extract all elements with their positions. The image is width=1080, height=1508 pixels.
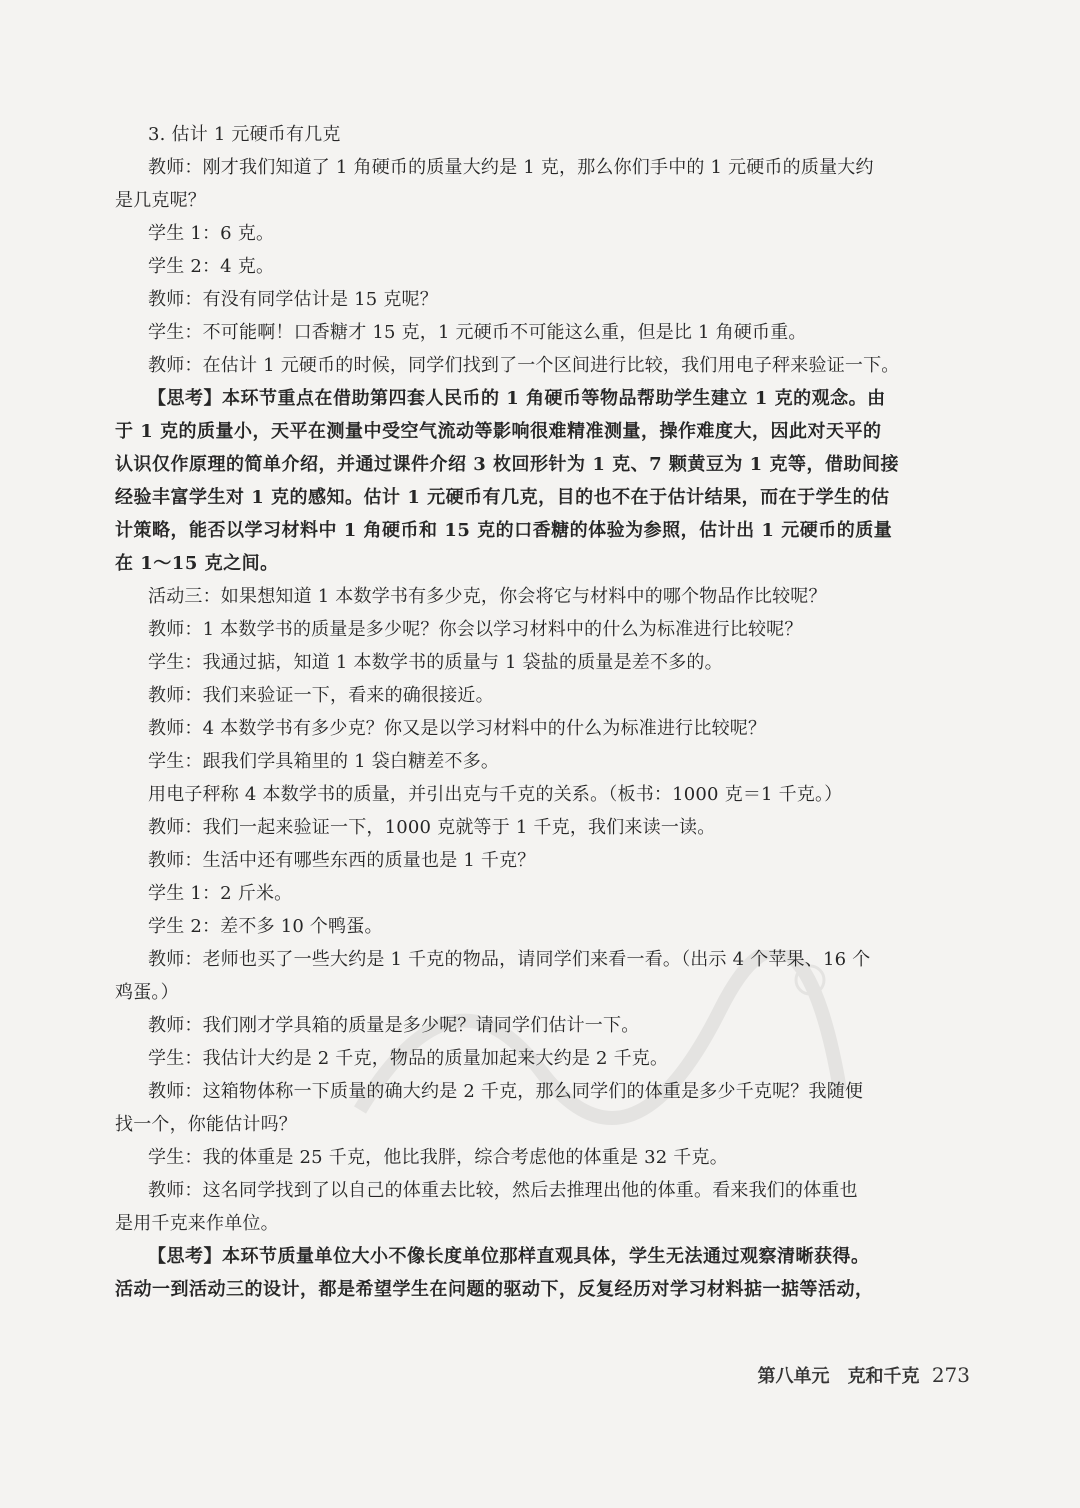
text-line: 活动三：如果想知道 1 本数学书有多少克，你会将它与材料中的哪个物品作比较呢？: [148, 586, 827, 607]
text-line: 是用千克来作单位。: [115, 1213, 279, 1234]
text-line: 鸡蛋。）: [115, 982, 179, 1003]
reflection-text-line: 于 1 克的质量小，天平在测量中受空气流动等影响很难精准测量，操作难度大，因此对天平的: [115, 421, 882, 442]
text-line: 学生 1：2 斤米。: [148, 883, 293, 904]
text-line: 教师：在估计 1 元硬币的时候，同学们找到了一个区间进行比较，我们用电子秤来验证一下。: [148, 355, 900, 376]
reflection-text-line: 经验丰富学生对 1 克的感知。估计 1 元硬币有几克，目的也不在于估计结果，而在于学生的估: [115, 487, 890, 508]
text-line: 教师：我们一起来验证一下，1000 克就等于 1 千克，我们来读一读。: [148, 817, 716, 838]
text-line: 学生：我估计大约是 2 千克，物品的质量加起来大约是 2 千克。: [148, 1048, 669, 1069]
text-line: 教师：我们来验证一下，看来的确很接近。: [148, 685, 494, 706]
text-line: 学生：跟我们学具箱里的 1 袋白糖差不多。: [148, 751, 500, 772]
text-line: 教师：4 本数学书有多少克？你又是以学习材料中的什么为标准进行比较呢？: [148, 718, 767, 739]
reflection-text-line: 认识仅作原理的简单介绍，并通过课件介绍 3 枚回形针为 1 克、7 颗黄豆为 1 克等，借助间接: [115, 454, 899, 475]
text-line: 学生：我通过掂，知道 1 本数学书的质量与 1 袋盐的质量是差不多的。: [148, 652, 723, 673]
text-line: 学生 2：差不多 10 个鸭蛋。: [148, 916, 383, 937]
text-line: 教师：刚才我们知道了 1 角硬币的质量大约是 1 克，那么你们手中的 1 元硬币的质量大约: [148, 157, 874, 178]
text-line: 教师：生活中还有哪些东西的质量也是 1 千克？: [148, 850, 536, 871]
page-number: 273: [931, 1363, 970, 1387]
text-line: 3. 估计 1 元硬币有几克: [148, 124, 341, 145]
text-line: 学生：我的体重是 25 千克，他比我胖，综合考虑他的体重是 32 千克。: [148, 1147, 728, 1168]
text-line: 学生 1：6 克。: [148, 223, 275, 244]
page-footer: [758, 1362, 970, 1388]
text-line: 是几克呢？: [115, 190, 206, 211]
text-line: 教师：1 本数学书的质量是多少呢？你会以学习材料中的什么为标准进行比较呢？: [148, 619, 803, 640]
text-line: 教师：我们刚才学具箱的质量是多少呢？请同学们估计一下。: [148, 1015, 640, 1036]
reflection-text-line: 活动一到活动三的设计，都是希望学生在问题的驱动下，反复经历对学习材料掂一掂等活动，: [115, 1279, 874, 1300]
text-line: 用电子秤称 4 本数学书的质量，并引出克与千克的关系。（板书：1000 克＝1 千克。）: [148, 784, 843, 805]
document-body: [115, 118, 973, 1306]
text-line: 教师：有没有同学估计是 15 克呢？: [148, 289, 438, 310]
text-line: 教师：老师也买了一些大约是 1 千克的物品，请同学们来看一看。（出示 4 个苹果、16 个: [148, 949, 871, 970]
text-line: 找一个，你能估计吗？: [115, 1114, 297, 1135]
reflection-text-line: 计策略，能否以学习材料中 1 角硬币和 15 克的口香糖的体验为参照，估计出 1 元硬币的质量: [115, 520, 893, 541]
text-line: 学生：不可能啊！口香糖才 15 克，1 元硬币不可能这么重，但是比 1 角硬币重。: [148, 322, 807, 343]
reflection-text-line: 【思考】本环节重点在借助第四套人民币的 1 角硬币等物品帮助学生建立 1 克的观念。由: [148, 388, 886, 409]
text-line: 教师：这箱物体称一下质量的确大约是 2 千克，那么同学们的体重是多少千克呢？我随便: [148, 1081, 864, 1102]
text-line: 教师：这名同学找到了以自己的体重去比较，然后去推理出他的体重。看来我们的体重也: [148, 1180, 858, 1201]
reflection-text-line: 【思考】本环节质量单位大小不像长度单位那样直观具体，学生无法通过观察清晰获得。: [148, 1246, 870, 1267]
unit-title: 第八单元 克和千克: [757, 1366, 920, 1387]
reflection-text-line: 在 1～15 克之间。: [115, 553, 279, 574]
text-line: 学生 2：4 克。: [148, 256, 275, 277]
